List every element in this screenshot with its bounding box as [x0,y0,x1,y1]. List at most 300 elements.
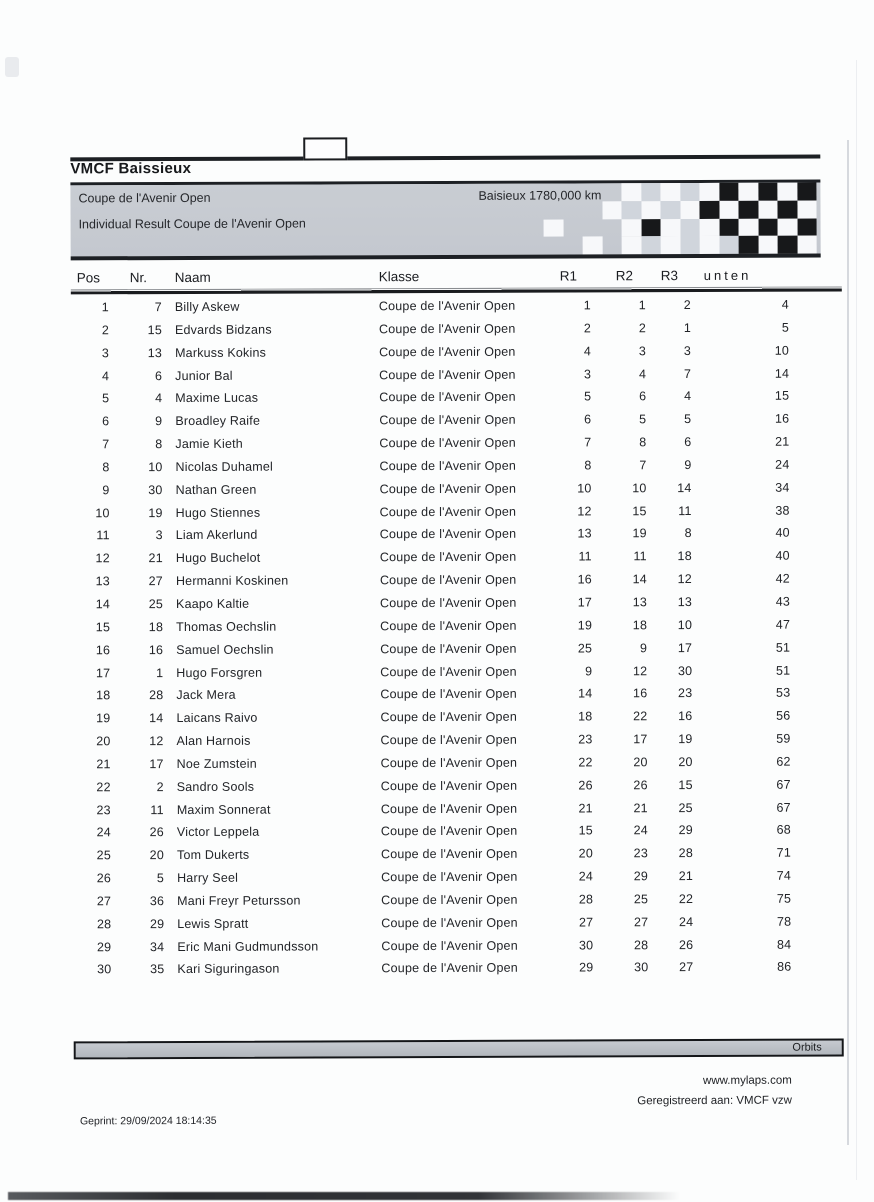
class-cell: Coupe de l'Avenir Open [380,618,517,634]
r2-cell: 5 [639,412,647,427]
r1-cell: 23 [578,732,593,747]
nr-cell: 8 [155,437,163,452]
pos-cell: 8 [102,460,110,475]
checker-cell [797,218,817,236]
r1-cell: 11 [578,549,592,564]
class-cell: Coupe de l'Avenir Open [380,732,518,748]
orbits-brand-label: Orbits [792,1041,822,1054]
pos-cell: 6 [102,414,110,429]
class-cell: Coupe de l'Avenir Open [379,595,517,611]
orbits-bar [74,1038,844,1059]
table-row [0,476,874,502]
checker-cell [758,236,778,254]
points-cell: 71 [776,845,792,860]
class-cell: Coupe de l'Avenir Open [379,527,517,542]
r3-cell: 29 [678,823,693,838]
r1-cell: 21 [578,800,593,816]
pos-cell: 29 [96,939,112,954]
r3-cell: 13 [677,594,693,610]
class-cell: Coupe de l'Avenir Open [379,344,516,359]
points-cell: 62 [776,754,791,769]
table-row [1,887,874,913]
table-row [1,819,874,845]
points-cell: 42 [775,571,790,586]
pos-cell: 9 [102,483,110,498]
r3-cell: 8 [684,526,692,541]
table-row [0,636,874,662]
r3-cell: 9 [684,457,692,472]
checker-cell [544,237,564,255]
checker-cell [719,236,739,254]
checker-cell [700,236,720,254]
checker-cell [621,201,641,219]
checker-cell [699,201,719,219]
r3-cell: 18 [677,549,692,564]
name-cell: Junior Bal [175,368,233,383]
table-row [1,910,874,936]
pos-cell: 15 [95,620,111,635]
name-cell: Edvards Bidzans [174,322,272,337]
name-cell: Eric Mani Gudmundsson [177,939,319,954]
name-cell: Mani Freyr Petursson [177,893,301,908]
name-cell: Harry Seel [177,870,239,886]
r2-cell: 12 [632,663,648,678]
name-cell: Noe Zumstein [176,756,257,771]
nr-cell: 10 [148,459,163,475]
r3-cell: 11 [678,503,692,518]
r3-cell: 30 [677,663,693,678]
checker-cell [739,236,759,254]
r2-cell: 6 [639,389,647,404]
r2-cell: 2 [638,321,646,336]
checker-cell [641,219,661,237]
r1-cell: 30 [578,938,594,953]
table-header [0,267,873,288]
r3-cell: 2 [683,298,691,313]
r3-cell: 27 [679,960,694,975]
r3-cell: 15 [678,777,693,792]
r3-cell: 24 [678,914,694,929]
table-row [0,659,874,685]
r1-cell: 28 [578,892,594,907]
checker-cell [797,236,817,254]
nr-cell: 6 [154,368,163,383]
r1-cell: 18 [578,709,593,724]
nr-cell: 21 [148,551,163,566]
name-cell: Hugo Stiennes [175,505,261,520]
nr-cell: 11 [150,802,164,817]
scan-corner-artifact [5,57,19,77]
r3-cell: 21 [678,869,694,884]
col-header-klasse: Klasse [378,269,420,285]
table-row [1,796,874,822]
r3-cell: 22 [678,891,694,907]
table-row [0,727,874,753]
class-cell: Coupe de l'Avenir Open [379,412,516,428]
checker-cell [797,200,817,218]
checkered-flag-graphic [543,183,816,255]
points-cell: 40 [775,548,790,563]
table-row [0,385,873,411]
table-row [0,453,874,479]
checker-cell [680,236,700,254]
class-cell: Coupe de l'Avenir Open [379,367,516,382]
table-row [0,567,874,593]
r2-cell: 26 [633,777,648,792]
pos-cell: 21 [96,757,111,772]
checker-cell [563,201,583,219]
pos-cell: 1 [101,300,109,315]
nr-cell: 17 [149,756,164,771]
checker-cell [602,237,622,255]
points-cell: 24 [775,457,790,472]
class-cell: Coupe de l'Avenir Open [381,961,518,976]
name-cell: Lewis Spratt [177,916,249,931]
points-cell: 68 [776,823,791,838]
r2-cell: 19 [632,526,647,541]
class-cell: Coupe de l'Avenir Open [380,641,517,656]
checker-cell [680,201,700,219]
r1-cell: 1 [583,298,591,313]
nr-cell: 36 [149,893,165,909]
nr-cell: 3 [155,528,163,543]
name-cell: Victor Leppela [176,825,260,840]
points-cell: 84 [776,937,792,952]
r2-cell: 27 [633,914,649,930]
r3-cell: 19 [678,732,693,747]
table-row [0,339,873,365]
table-row [1,750,874,776]
r1-cell: 10 [577,481,592,496]
r2-cell: 14 [632,572,647,587]
points-cell: 47 [775,617,791,632]
r3-cell: 5 [684,412,692,427]
nr-cell: 4 [155,391,163,406]
r1-cell: 8 [584,458,592,473]
checker-cell [582,201,602,219]
print-timestamp: Geprint: 29/09/2024 18:14:35 [79,1114,217,1128]
pos-cell: 23 [96,802,111,817]
class-cell: Coupe de l'Avenir Open [379,572,517,588]
r1-cell: 20 [578,846,594,861]
scan-edge-shadow [847,140,849,1145]
checker-cell [719,183,739,201]
name-cell: Hermanni Koskinen [175,573,289,589]
class-cell: Coupe de l'Avenir Open [380,801,518,816]
r1-cell: 7 [584,435,592,450]
checker-cell [543,184,563,202]
points-cell: 51 [775,640,791,655]
pos-cell: 25 [96,848,112,863]
checker-cell [563,237,583,255]
pos-cell: 20 [96,734,111,749]
table-row [0,705,874,731]
website-text: www.mylaps.com [702,1074,792,1087]
points-cell: 40 [775,526,790,541]
class-cell: Coupe de l'Avenir Open [379,435,516,451]
checker-cell [777,200,797,218]
class-cell: Coupe de l'Avenir Open [380,778,518,793]
pos-cell: 24 [96,825,111,840]
pos-cell: 12 [95,551,110,566]
class-cell: Coupe de l'Avenir Open [380,755,518,771]
table-row [0,362,873,388]
table-row [1,933,874,959]
r3-cell: 4 [684,389,692,404]
r1-cell: 25 [577,641,593,656]
checker-cell [563,183,583,201]
pos-cell: 16 [95,642,111,657]
r1-cell: 17 [577,595,593,610]
pos-cell: 28 [96,917,112,932]
r3-cell: 1 [683,320,691,335]
nr-cell: 34 [149,939,165,954]
r2-cell: 16 [633,686,648,701]
class-cell: Coupe de l'Avenir Open [379,458,517,474]
col-header-r1: R1 [559,268,578,284]
r1-cell: 4 [583,344,592,359]
pos-cell: 19 [96,711,111,726]
checker-cell [583,219,603,237]
r2-cell: 8 [639,435,647,450]
name-cell: Kaapo Kaltie [175,596,250,611]
nr-cell: 14 [149,711,164,726]
checker-cell [582,183,602,201]
points-cell: 67 [776,800,791,815]
checker-cell [778,218,798,236]
r2-cell: 30 [634,960,649,975]
class-cell: Coupe de l'Avenir Open [379,504,517,519]
nr-cell: 15 [147,322,162,337]
nr-cell: 20 [149,848,165,863]
checker-cell [602,201,622,219]
name-cell: Maxim Sonnerat [176,802,271,817]
points-cell: 16 [774,411,790,426]
header-tab-notch [303,137,347,160]
nr-cell: 29 [149,916,165,931]
r3-cell: 28 [678,846,694,861]
table-row [1,842,874,868]
pos-cell: 30 [97,962,112,977]
nr-cell: 2 [156,779,164,794]
name-cell: Broadley Raife [175,413,261,429]
table-row [0,613,874,639]
r2-cell: 29 [633,869,649,884]
table-row [1,773,874,799]
points-cell: 43 [775,594,791,609]
class-cell: Coupe de l'Avenir Open [379,481,517,496]
table-row [0,316,873,342]
points-cell: 67 [776,777,791,792]
checker-cell [602,183,622,201]
name-cell: Nathan Green [175,482,257,497]
r2-cell: 25 [633,892,649,907]
pos-cell: 3 [101,345,110,360]
name-cell: Tom Dukerts [176,847,250,863]
points-cell: 51 [775,663,791,678]
r2-cell: 9 [640,640,648,655]
r2-cell: 11 [633,549,647,564]
r2-cell: 13 [632,595,648,610]
table-row [0,499,874,525]
class-cell: Coupe de l'Avenir Open [380,846,518,862]
checker-cell [660,201,680,219]
r2-cell: 20 [633,755,648,770]
r1-cell: 2 [583,321,591,336]
r1-cell: 16 [577,572,592,587]
name-cell: Liam Akerlund [175,528,258,543]
nr-cell: 13 [147,345,163,360]
class-cell: Coupe de l'Avenir Open [381,915,518,930]
table-row [1,864,874,890]
checker-cell [641,201,661,219]
table-row [0,590,874,616]
registered-to-text: Geregistreerd aan: VMCF vzw [637,1094,792,1108]
r1-cell: 14 [578,686,593,701]
checker-cell [699,183,719,201]
table-row [1,956,874,982]
pos-cell: 13 [95,574,110,589]
checker-cell [700,218,720,236]
name-cell: Markuss Kokins [175,345,267,360]
checker-cell [758,183,778,201]
checker-cell [777,183,797,201]
table-row [0,430,873,456]
r2-cell: 18 [632,618,648,633]
checker-cell [622,236,642,254]
checker-cell [543,201,563,219]
points-cell: 21 [775,434,790,449]
checker-cell [544,219,564,237]
nr-cell: 7 [154,300,162,315]
points-cell: 75 [776,891,792,906]
r2-cell: 4 [638,366,647,381]
nr-cell: 12 [149,734,164,749]
pos-cell: 17 [95,665,111,680]
name-cell: Hugo Buchelot [175,550,261,566]
name-cell: Samuel Oechslin [176,642,274,657]
checker-cell [621,183,641,201]
table-row [0,682,874,708]
checker-cell [583,237,603,255]
name-cell: Hugo Forsgren [176,665,263,680]
nr-cell: 26 [149,825,164,840]
r1-cell: 27 [578,915,594,930]
checker-cell [661,236,681,254]
pos-cell: 11 [96,528,110,543]
r2-cell: 17 [633,732,648,747]
points-cell: 74 [776,868,792,883]
r1-cell: 3 [583,366,592,381]
pos-cell: 4 [101,368,110,383]
r1-cell: 5 [584,389,592,404]
class-cell: Coupe de l'Avenir Open [381,869,518,885]
r1-cell: 12 [577,503,592,519]
pos-cell: 18 [96,688,111,703]
name-cell: Jack Mera [176,688,236,703]
table-row [0,545,874,571]
r2-cell: 24 [633,823,648,838]
r1-cell: 26 [578,778,593,793]
col-header-nr: Nr. [129,270,148,286]
r1-cell: 24 [578,869,594,884]
checker-cell [758,218,778,236]
class-cell: Coupe de l'Avenir Open [380,687,517,702]
pos-cell: 22 [96,779,111,795]
r2-cell: 7 [639,458,647,473]
col-header-r3: R3 [660,268,679,284]
checker-cell [719,218,739,236]
checker-cell [680,218,700,236]
nr-cell: 30 [148,482,163,497]
pos-cell: 2 [101,323,109,338]
col-header-pos: Pos [76,270,101,286]
col-header-punten: unten [703,267,752,283]
scan-edge-line [856,60,857,1180]
r2-cell: 3 [638,343,647,358]
r1-cell: 19 [577,618,593,633]
points-cell: 38 [775,503,790,518]
r1-cell: 9 [585,663,593,678]
checker-cell [758,200,778,218]
r3-cell: 7 [683,366,692,381]
checker-cell [738,183,758,201]
nr-cell: 1 [156,665,164,680]
checker-cell [719,201,739,219]
nr-cell: 18 [148,619,164,634]
r2-cell: 10 [632,480,647,495]
class-cell: Coupe de l'Avenir Open [379,390,516,405]
pos-cell: 27 [96,894,112,909]
nr-cell: 19 [148,505,163,520]
name-cell: Thomas Oechslin [176,619,277,634]
checker-cell [778,236,798,254]
checker-cell [622,219,642,237]
r3-cell: 10 [677,617,693,632]
points-cell: 59 [776,731,791,746]
pos-cell: 14 [95,597,111,612]
checker-cell [641,236,661,254]
r1-cell: 29 [579,960,594,975]
checker-cell [563,219,583,237]
r3-cell: 25 [678,800,693,815]
points-cell: 5 [781,320,789,335]
pos-cell: 7 [102,437,110,452]
nr-cell: 28 [149,688,164,703]
r1-cell: 6 [584,412,592,427]
r2-cell: 21 [633,800,648,815]
r3-cell: 17 [677,640,693,655]
checker-cell [739,218,759,236]
col-header-naam: Naam [174,269,211,286]
r2-cell: 15 [632,503,647,518]
club-title: VMCF Baissieux [70,159,192,178]
checker-cell [738,201,758,219]
points-cell: 14 [774,366,790,381]
class-cell: Coupe de l'Avenir Open [381,938,518,953]
class-cell: Coupe de l'Avenir Open [381,892,518,908]
class-cell: Coupe de l'Avenir Open [379,549,517,565]
pos-cell: 10 [95,505,110,520]
name-cell: Alan Harnois [176,733,251,749]
checker-cell [680,183,700,201]
r2-cell: 28 [633,937,649,952]
r3-cell: 12 [677,572,692,587]
table-row [0,293,873,319]
name-cell: Billy Askew [174,299,240,315]
r1-cell: 13 [577,526,592,541]
r1-cell: 15 [578,823,593,838]
